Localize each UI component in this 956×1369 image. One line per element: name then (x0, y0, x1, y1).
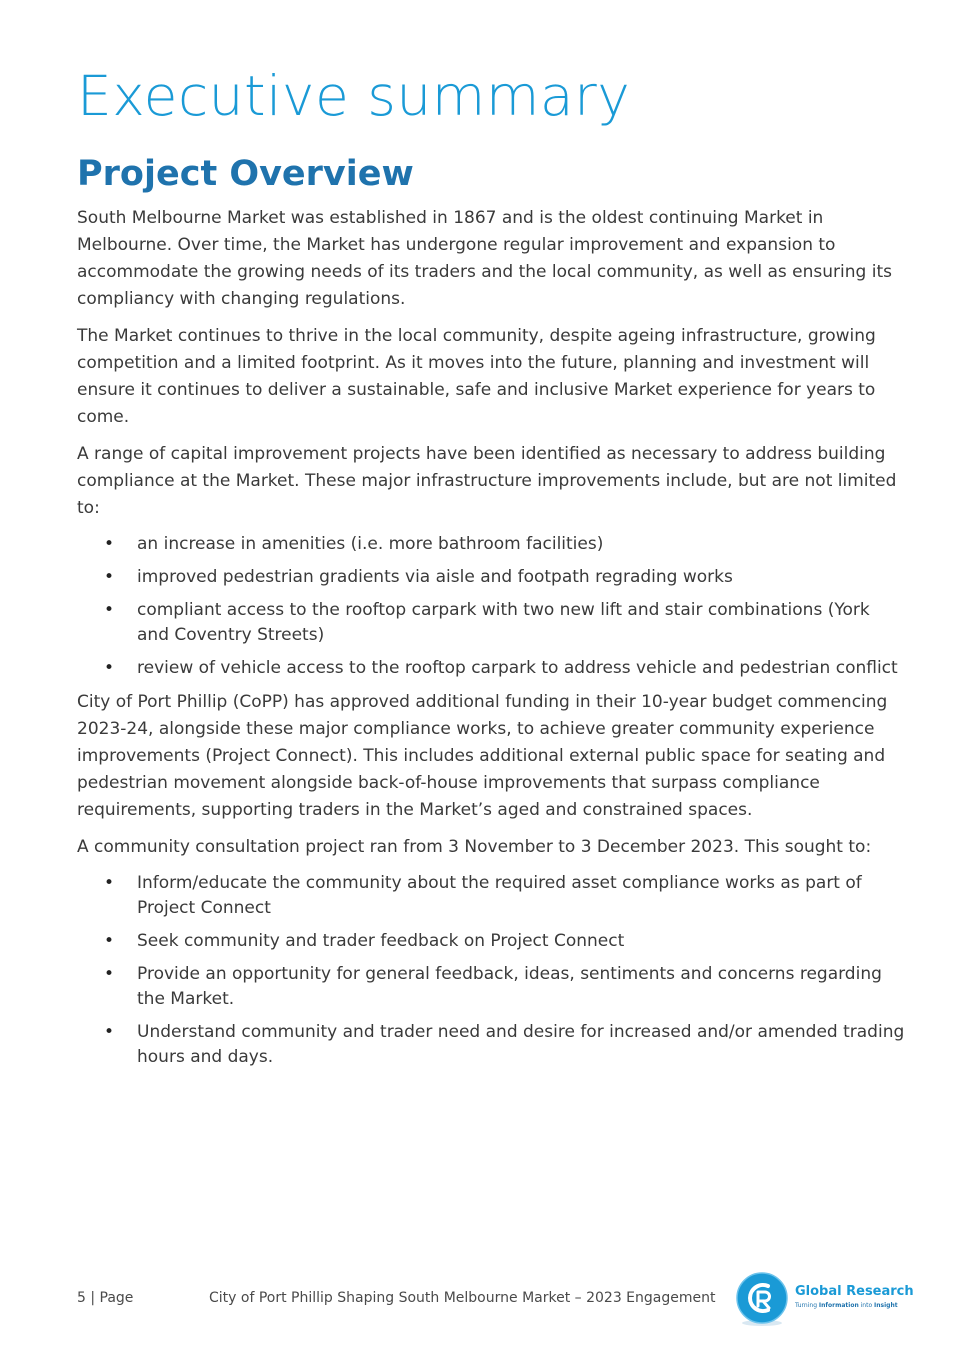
paragraph: South Melbourne Market was established in 1867 and is the oldest continuing Market in Melbourne. Over time, the Market has undergone regular improvement and expansion to accommodate the growing needs of its traders and the local community, as well as ensuring its compliancy with changing regulations. (77, 208, 892, 309)
list-item (77, 532, 907, 557)
list-item (77, 565, 907, 590)
bullet-icon: • (104, 600, 115, 620)
list-item (77, 1020, 907, 1070)
list-item (77, 962, 907, 1012)
list-item-text: Inform/educate the community about the required asset compliance works as part of Project Connect (137, 873, 862, 918)
bullet-icon: • (104, 658, 115, 678)
footer-document-title: City of Port Phillip Shaping South Melbourne Market – 2023 Engagement (209, 1290, 716, 1306)
logo-brand-name: Global Research (795, 1284, 914, 1299)
bullet-icon: • (104, 567, 115, 587)
page-footer (77, 1284, 914, 1348)
paragraph: A range of capital improvement projects have been identified as necessary to address building compliance at the Market. These major infrastructure improvements include, but are not limited to: (77, 444, 897, 518)
list-item (77, 929, 907, 954)
bullet-list (77, 871, 907, 1070)
gr-logo-icon (734, 1272, 790, 1328)
list-item-text: Provide an opportunity for general feedback, ideas, sentiments and concerns regarding the Market. (137, 964, 882, 1009)
paragraph: City of Port Phillip (CoPP) has approved additional funding in their 10-year budget commencing 2023-24, alongside these major compliance works, to achieve greater community experience improvements (Project Connect). This includes additional external public space for seating and pedestrian movement alongside back-of-house improvements that surpass compliance requirements, supporting traders in the Market’s aged and constrained spaces. (77, 692, 888, 820)
page-title: Executive summary (77, 64, 631, 128)
bullet-icon: • (104, 964, 115, 984)
bullet-icon: • (104, 534, 115, 554)
list-item (77, 871, 907, 921)
paragraph: The Market continues to thrive in the local community, despite ageing infrastructure, growing competition and a limited footprint. As it moves into the future, planning and investment will ensure it continues to deliver a sustainable, safe and inclusive Market experience for years to come. (77, 326, 876, 427)
list-item-text: Seek community and trader feedback on Project Connect (137, 931, 625, 951)
list-item (77, 656, 907, 681)
bullet-icon: • (104, 873, 115, 893)
logo-tagline: Turning Information into Insight (795, 1302, 898, 1309)
section-heading: Project Overview (77, 154, 414, 194)
bullet-icon: • (104, 1022, 115, 1042)
paragraph: A community consultation project ran from 3 November to 3 December 2023. This sought to: (77, 837, 872, 857)
list-item-text: improved pedestrian gradients via aisle and footpath regrading works (137, 567, 733, 587)
list-item-text: an increase in amenities (i.e. more bathroom facilities) (137, 534, 604, 554)
bullet-icon: • (104, 931, 115, 951)
list-item-text: compliant access to the rooftop carpark with two new lift and stair combinations (York and Coventry Streets) (137, 600, 870, 645)
body-text (77, 205, 907, 1078)
list-item-text: Understand community and trader need and desire for increased and/or amended trading hours and days. (137, 1022, 905, 1067)
global-research-logo (734, 1272, 914, 1332)
page-number: 5 | Page (77, 1290, 134, 1306)
list-item-text: review of vehicle access to the rooftop carpark to address vehicle and pedestrian conflict (137, 658, 898, 678)
bullet-list (77, 532, 907, 681)
list-item (77, 598, 907, 648)
